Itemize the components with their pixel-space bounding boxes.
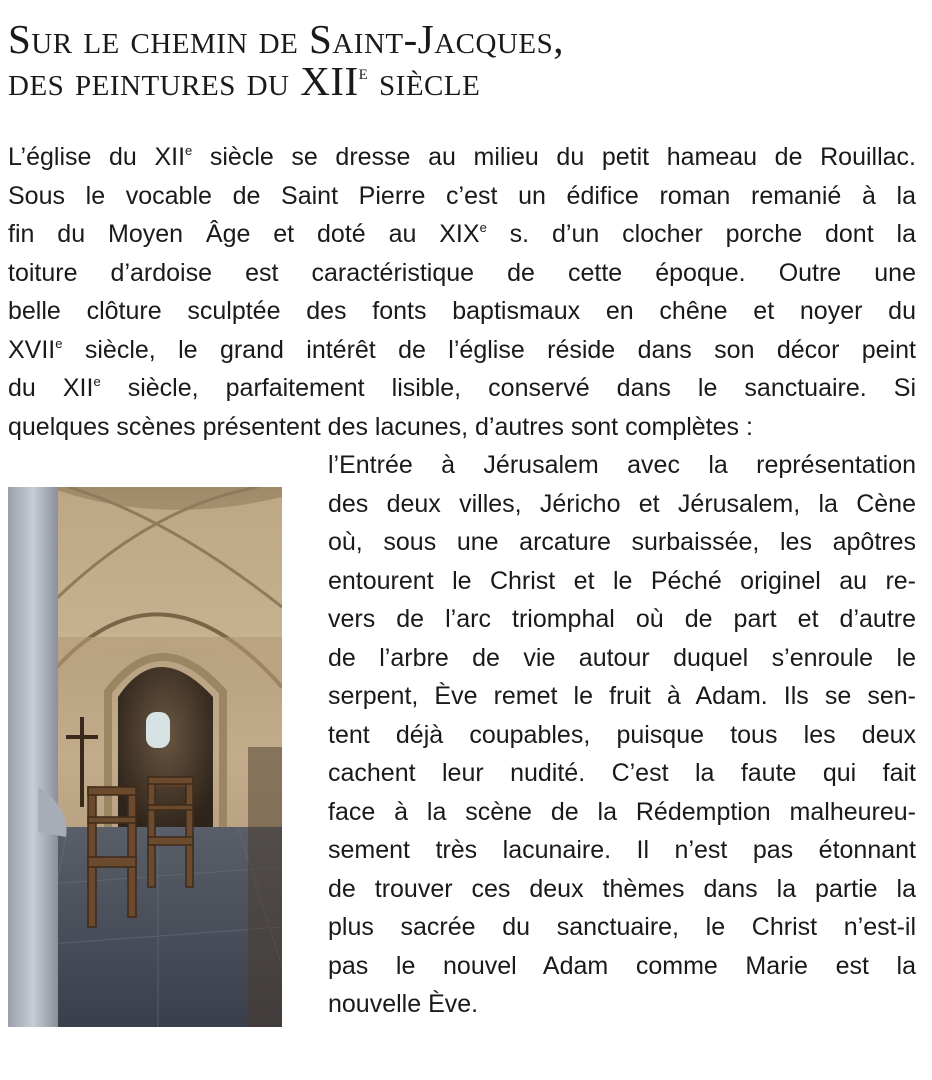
text-segment: belle clôture sculptée des fonts baptismaux en chêne et noyer du	[8, 297, 916, 325]
text-segment: siècle se dresse au milieu du petit hameau de Rouillac.	[192, 143, 916, 171]
text-line: serpent, Ève remet le fruit à Adam. Ils se sen-	[328, 682, 916, 710]
superscript: e	[185, 143, 193, 158]
text-line: tent déjà coupables, puisque tous les deux	[328, 720, 916, 749]
text-line: cachent leur nudité. C’est la faute qui fait	[328, 759, 916, 787]
text-line: nouvelle Ève.	[328, 990, 479, 1018]
text-line	[8, 408, 916, 447]
text-segment: quelques scènes présentent des lacunes, d’autres sont complètes :	[8, 412, 753, 441]
text-line	[8, 331, 916, 370]
text-line: de l’arbre de vie autour duquel s’enroule le	[328, 643, 916, 672]
text-segment: XVII	[8, 335, 56, 364]
apse-window	[146, 712, 170, 748]
text-segment: s. d’un clocher porche dont la	[486, 220, 916, 248]
stone-pillar	[8, 487, 58, 1027]
text-line	[8, 138, 916, 177]
text-line: pas le nouvel Adam comme Marie est la	[328, 951, 916, 980]
text-line: face à la scène de la Rédemption malheureu-	[328, 797, 916, 826]
text-line: où, sous une arcature surbaissée, les apôtres	[328, 528, 916, 556]
text-line: plus sacrée du sanctuaire, le Christ n’est-il	[328, 913, 916, 941]
text-segment: du XII	[8, 374, 94, 402]
title-line-2-suffix: siècle	[368, 58, 481, 104]
text-line	[8, 292, 916, 331]
text-line: de trouver ces deux thèmes dans la partie la	[328, 874, 916, 903]
superscript: e	[55, 335, 63, 351]
text-line: sement très lacunaire. Il n’est pas étonnant	[328, 836, 916, 864]
paragraph-full-width	[8, 138, 916, 446]
text-segment: siècle, le grand intérêt de l’église réside dans son décor peint	[62, 335, 916, 364]
text-line	[8, 369, 916, 408]
paragraph-wrapped-column	[328, 446, 916, 1024]
text-segment: siècle, parfaitement lisible, conservé dans le sanctuaire. Si	[100, 374, 916, 402]
page-title	[8, 18, 918, 102]
title-line-1: Sur le chemin de Saint-Jacques,	[8, 16, 564, 62]
text-segment: L’église du XII	[8, 143, 186, 171]
title-line-2-prefix: des peintures du XII	[8, 58, 359, 104]
title-line-2-superscript: e	[358, 59, 369, 84]
superscript: e	[93, 374, 101, 389]
text-line: l’Entrée à Jérusalem avec la représentation	[328, 451, 916, 479]
superscript: e	[479, 220, 487, 235]
text-segment: fin du Moyen Âge et doté au XIX	[8, 220, 480, 248]
text-segment: Sous le vocable de Saint Pierre c’est un édifice roman remanié à la	[8, 181, 916, 210]
text-line	[8, 177, 916, 216]
text-line: vers de l’arc triomphal où de part et d’autre	[328, 605, 916, 633]
text-line	[8, 254, 916, 293]
text-segment: toiture d’ardoise est caractéristique de cette époque. Outre une	[8, 258, 916, 287]
text-line: entourent le Christ et le Péché originel au re-	[328, 566, 916, 595]
church-interior-photo	[8, 487, 282, 1027]
text-line: des deux villes, Jéricho et Jérusalem, la Cène	[328, 489, 916, 518]
church-interior-illustration	[8, 487, 282, 1027]
text-line	[8, 215, 916, 254]
title-line-2	[8, 60, 918, 102]
